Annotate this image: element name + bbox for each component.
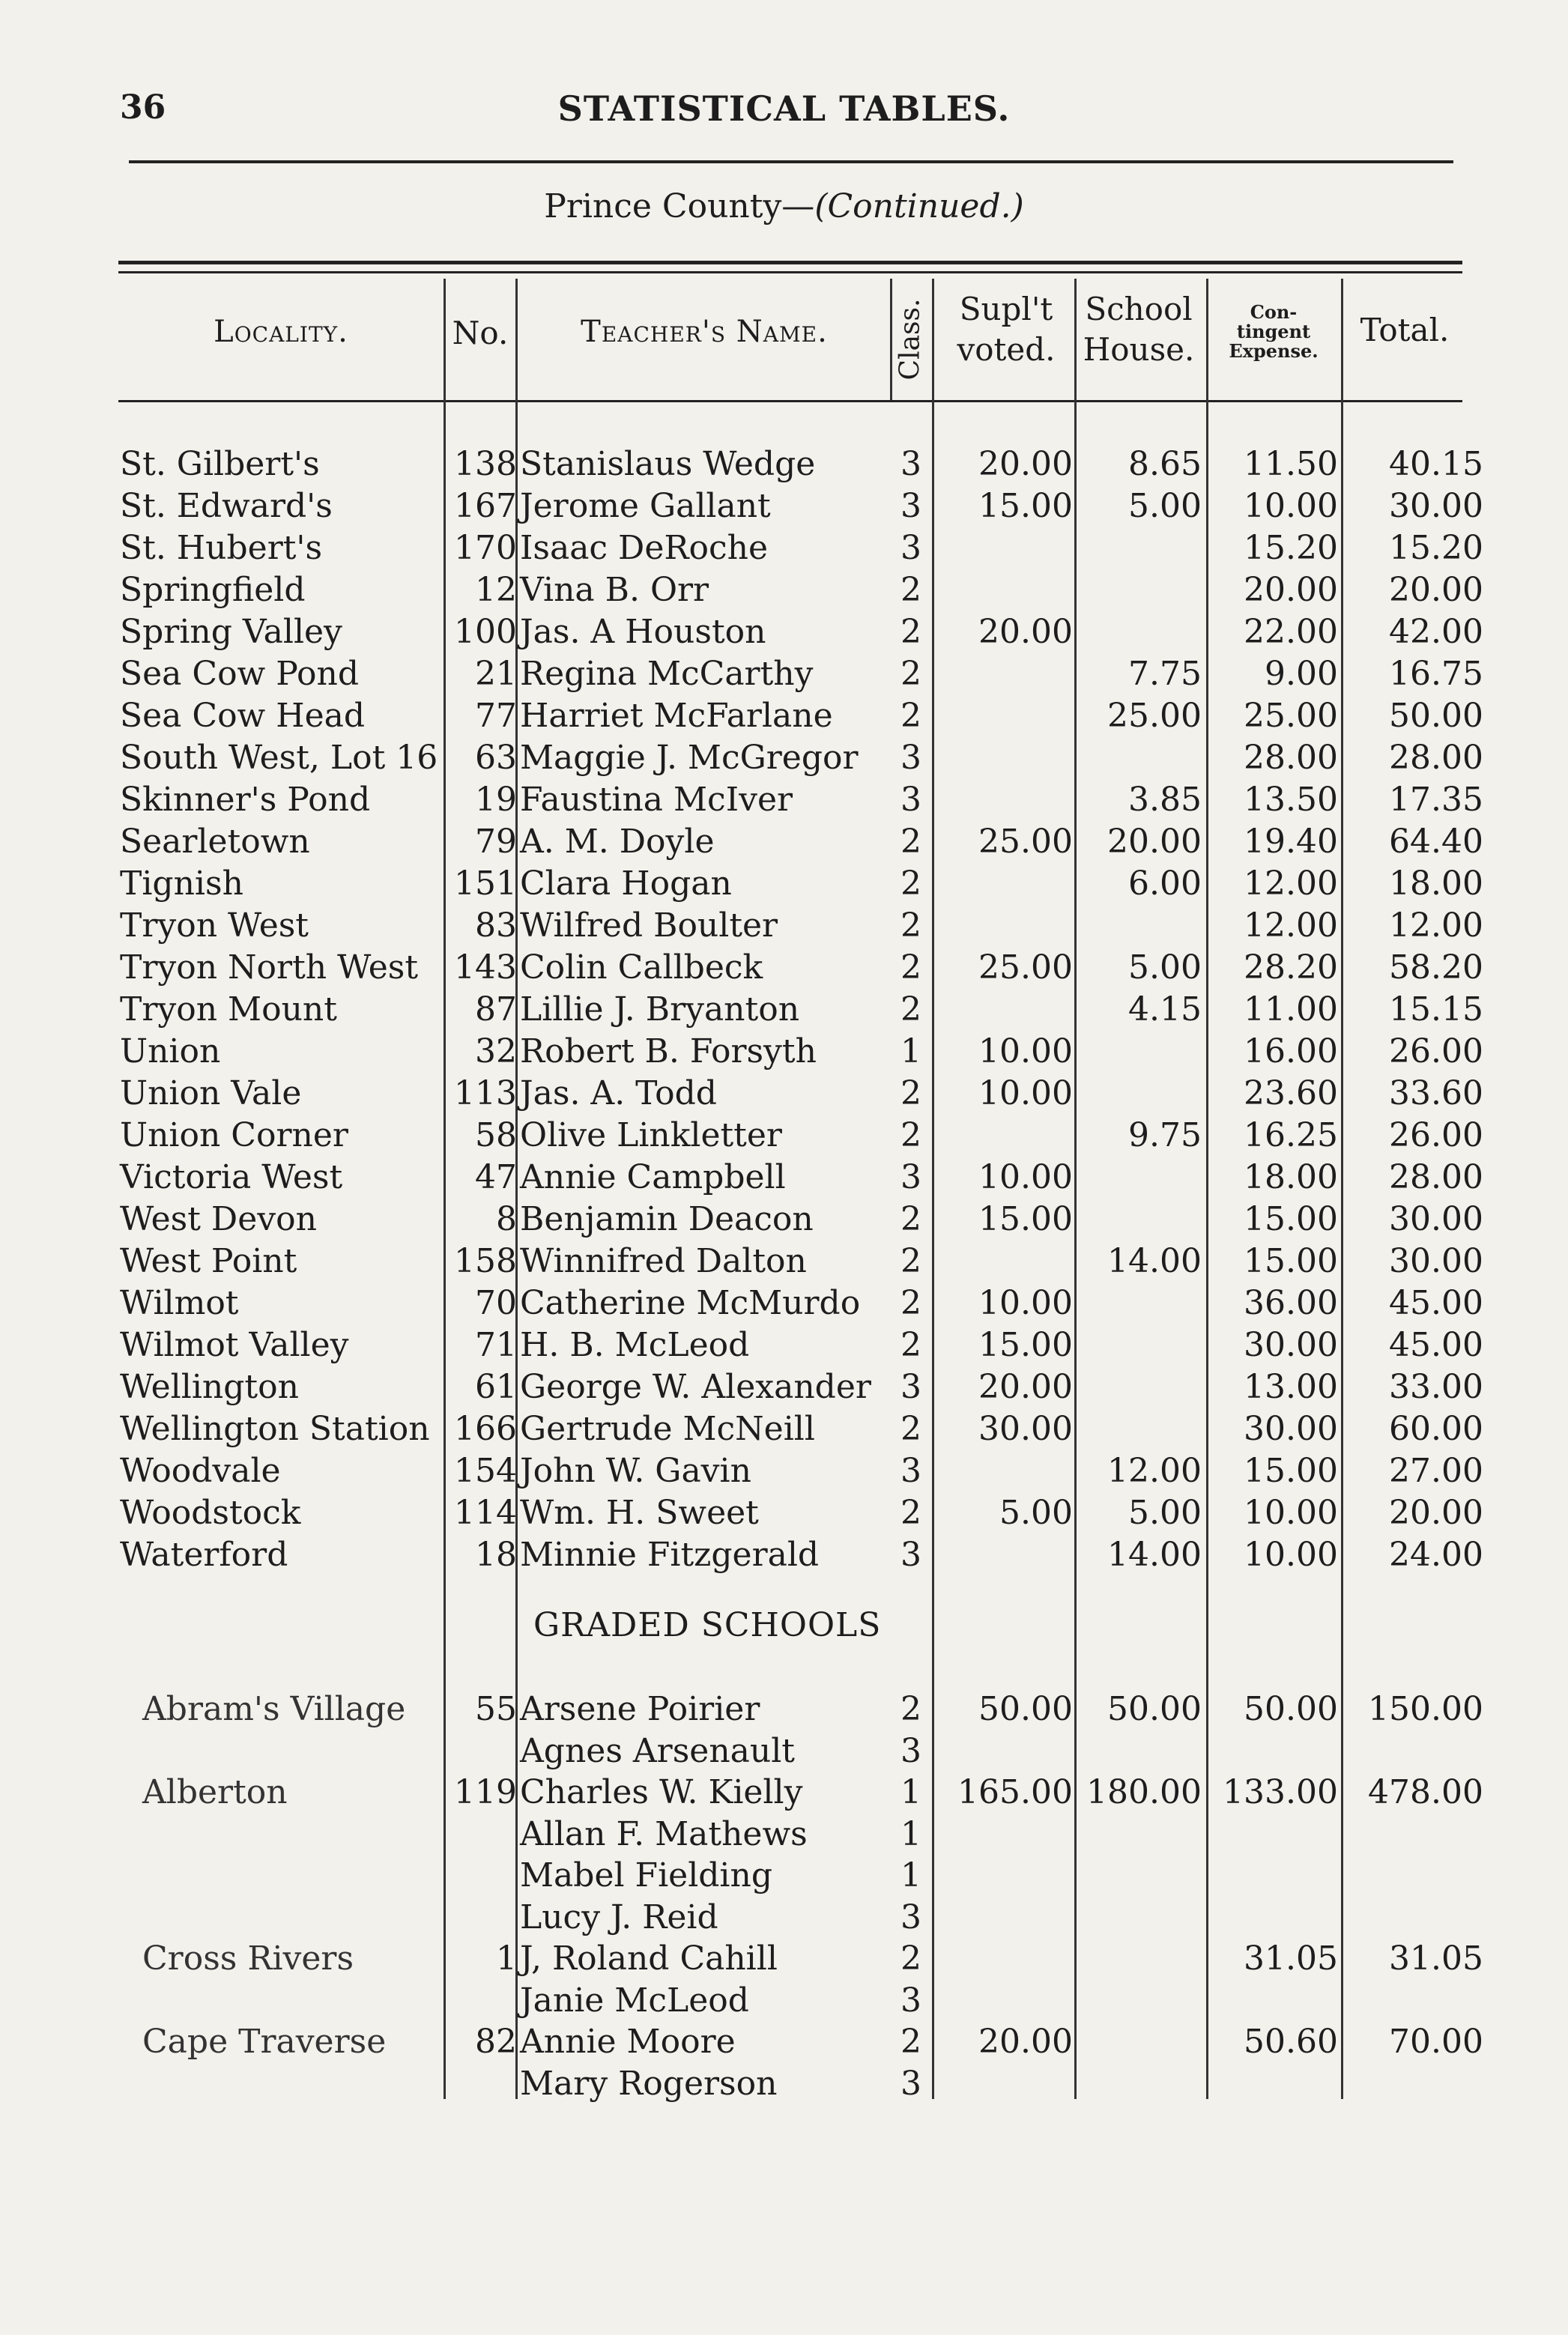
cell-teacher: Minnie Fitzgerald	[520, 1536, 820, 1574]
cell-total: 30.00	[1389, 1242, 1483, 1280]
col-header-teacher: Teacher's Name.	[581, 315, 828, 349]
cell-locality: Sea Cow Head	[120, 697, 366, 735]
cell-locality: West Devon	[120, 1200, 317, 1238]
cell-no: 167	[454, 487, 517, 525]
cell-supl: 50.00	[978, 1690, 1073, 1728]
table-row	[0, 1157, 1568, 1199]
table-row	[0, 1199, 1568, 1241]
cell-no: 158	[454, 1242, 517, 1280]
cell-house: 4.15	[1128, 990, 1202, 1029]
header-rule-thick	[118, 261, 1462, 264]
cell-class: 3	[900, 739, 921, 777]
col-header-cont-line1: Con-	[1250, 301, 1298, 323]
cell-class: 3	[900, 1898, 921, 1936]
col-header-class	[892, 279, 929, 400]
table-row	[0, 905, 1568, 947]
cell-no: 119	[454, 1773, 517, 1811]
cell-locality: West Point	[120, 1242, 297, 1280]
cell-cont: 20.00	[1244, 571, 1338, 609]
cell-locality: Cross Rivers	[142, 1939, 354, 1978]
graded-schools-heading: GRADED SCHOOLS	[533, 1606, 882, 1644]
cell-no: 18	[475, 1536, 517, 1574]
cell-total: 64.40	[1389, 823, 1483, 861]
col-header-supl-line1: Supl't	[959, 291, 1053, 327]
cell-no: 166	[454, 1410, 517, 1448]
table-row	[0, 1031, 1568, 1073]
page-number: 36	[120, 88, 166, 127]
cell-cont: 15.00	[1244, 1242, 1338, 1280]
cell-teacher: Regina McCarthy	[520, 655, 814, 693]
cell-teacher: Catherine McMurdo	[520, 1284, 861, 1322]
cell-house: 7.75	[1128, 655, 1202, 693]
cell-teacher: Mary Rogerson	[520, 2064, 778, 2103]
cell-class: 1	[900, 1773, 921, 1811]
cell-class: 3	[900, 529, 921, 567]
cell-teacher: Arsene Poirier	[520, 1690, 760, 1728]
cell-supl: 165.00	[957, 1773, 1073, 1811]
cell-cont: 15.20	[1244, 529, 1338, 567]
cell-locality: Union Vale	[120, 1074, 302, 1112]
cell-class: 2	[900, 906, 921, 945]
cell-house: 5.00	[1128, 1494, 1202, 1532]
cell-class: 2	[900, 948, 921, 987]
cell-class: 2	[900, 655, 921, 693]
cell-teacher: Clara Hogan	[520, 864, 732, 903]
cell-locality: Tryon North West	[120, 948, 419, 987]
cell-locality: St. Edward's	[120, 487, 333, 525]
cell-supl: 25.00	[978, 948, 1073, 987]
table-row	[0, 1450, 1568, 1492]
table-row	[0, 1324, 1568, 1366]
cell-total: 33.60	[1389, 1074, 1483, 1112]
cell-teacher: Gertrude McNeill	[520, 1410, 815, 1448]
table-row	[0, 443, 1568, 485]
col-header-supl	[938, 289, 1074, 370]
cell-locality: Tignish	[120, 864, 243, 903]
cell-no: 61	[475, 1368, 517, 1406]
cell-cont: 10.00	[1244, 1536, 1338, 1574]
cell-locality: Alberton	[142, 1773, 288, 1811]
cell-supl: 5.00	[999, 1494, 1073, 1532]
cell-cont: 10.00	[1244, 487, 1338, 525]
cell-locality: Abram's Village	[142, 1690, 406, 1728]
table-row	[0, 737, 1568, 779]
cell-total: 15.15	[1389, 990, 1483, 1029]
column-header-rule	[118, 400, 1462, 402]
cell-no: 170	[454, 529, 517, 567]
cell-teacher: John W. Gavin	[520, 1452, 751, 1490]
cell-class: 2	[900, 1284, 921, 1322]
table-row	[0, 1772, 1568, 1814]
table-row	[0, 1534, 1568, 1576]
col-header-cont-line3: Expense.	[1229, 340, 1319, 362]
table-row	[0, 1241, 1568, 1282]
cell-house: 8.65	[1128, 445, 1202, 483]
cell-teacher: Agnes Arsenault	[520, 1731, 795, 1770]
cell-total: 16.75	[1389, 655, 1483, 693]
table-row	[0, 653, 1568, 695]
cell-teacher: Colin Callbeck	[520, 948, 763, 987]
cell-total: 58.20	[1389, 948, 1483, 987]
cell-supl: 10.00	[978, 1158, 1073, 1196]
table-row	[0, 1115, 1568, 1157]
cell-total: 45.00	[1389, 1326, 1483, 1364]
cell-no: 79	[475, 823, 517, 861]
table-row	[0, 1366, 1568, 1408]
cell-teacher: Janie McLeod	[520, 1981, 749, 2020]
cell-teacher: Vina B. Orr	[520, 571, 709, 609]
cell-locality: Woodvale	[120, 1452, 281, 1490]
cell-locality: Wellington	[120, 1368, 299, 1406]
cell-class: 2	[900, 864, 921, 903]
cell-class: 3	[900, 1981, 921, 2020]
cell-no: 83	[475, 906, 517, 945]
cell-total: 60.00	[1389, 1410, 1483, 1448]
cell-total: 478.00	[1368, 1773, 1483, 1811]
cell-no: 87	[475, 990, 517, 1029]
cell-cont: 11.00	[1244, 990, 1338, 1029]
cell-house: 6.00	[1128, 864, 1202, 903]
cell-total: 70.00	[1389, 2023, 1483, 2061]
col-header-supl-line2: voted.	[957, 331, 1056, 368]
cell-teacher: Allan F. Mathews	[520, 1814, 808, 1853]
cell-supl: 10.00	[978, 1284, 1073, 1322]
cell-class: 3	[900, 1452, 921, 1490]
cell-class: 3	[900, 487, 921, 525]
cell-cont: 16.25	[1244, 1116, 1338, 1154]
cell-no: 143	[454, 948, 517, 987]
cell-locality: Wellington Station	[120, 1410, 430, 1448]
cell-class: 2	[900, 1494, 921, 1532]
cell-teacher: A. M. Doyle	[520, 823, 715, 861]
table-row	[0, 863, 1568, 905]
cell-total: 31.05	[1389, 1939, 1483, 1978]
cell-class: 3	[900, 781, 921, 819]
cell-locality: Sea Cow Pond	[120, 655, 360, 693]
cell-class: 2	[900, 1242, 921, 1280]
col-header-house	[1073, 289, 1205, 370]
cell-teacher: H. B. McLeod	[520, 1326, 750, 1364]
table-row	[0, 821, 1568, 863]
cell-locality: Searletown	[120, 823, 310, 861]
cell-total: 40.15	[1389, 445, 1483, 483]
cell-total: 28.00	[1389, 1158, 1483, 1196]
col-header-total: Total.	[1360, 312, 1450, 348]
cell-class: 2	[900, 1116, 921, 1154]
table-row	[0, 527, 1568, 569]
cell-cont: 133.00	[1223, 1773, 1338, 1811]
table-row	[0, 1408, 1568, 1450]
cell-cont: 10.00	[1244, 1494, 1338, 1532]
cell-cont: 9.00	[1265, 655, 1338, 693]
cell-no: 70	[475, 1284, 517, 1322]
cell-house: 20.00	[1107, 823, 1202, 861]
cell-teacher: Benjamin Deacon	[520, 1200, 814, 1238]
county-name: Prince County—	[544, 187, 815, 225]
cell-cont: 18.00	[1244, 1158, 1338, 1196]
cell-cont: 30.00	[1244, 1326, 1338, 1364]
cell-total: 15.20	[1389, 529, 1483, 567]
cell-house: 180.00	[1086, 1773, 1202, 1811]
cell-teacher: George W. Alexander	[520, 1368, 871, 1406]
header-rule-thin	[118, 271, 1462, 273]
cell-class: 2	[900, 1410, 921, 1448]
cell-teacher: Wm. H. Sweet	[520, 1494, 759, 1532]
cell-cont: 13.00	[1244, 1368, 1338, 1406]
table-row	[0, 1730, 1568, 1772]
cell-class: 3	[900, 1731, 921, 1770]
cell-locality: South West, Lot 16	[120, 739, 438, 777]
table-row	[0, 2063, 1568, 2105]
cell-class: 2	[900, 571, 921, 609]
cell-cont: 13.50	[1244, 781, 1338, 819]
cell-supl: 20.00	[978, 445, 1073, 483]
cell-class: 1	[900, 1814, 921, 1853]
cell-supl: 15.00	[978, 1326, 1073, 1364]
cell-no: 32	[475, 1032, 517, 1070]
cell-house: 5.00	[1128, 487, 1202, 525]
cell-total: 18.00	[1389, 864, 1483, 903]
cell-total: 26.00	[1389, 1116, 1483, 1154]
cell-teacher: Charles W. Kielly	[520, 1773, 803, 1811]
cell-cont: 28.00	[1244, 739, 1338, 777]
cell-class: 1	[900, 1856, 921, 1895]
cell-house: 25.00	[1107, 697, 1202, 735]
col-header-house-line2: House.	[1083, 331, 1195, 368]
table-row	[0, 1897, 1568, 1939]
cell-total: 150.00	[1368, 1690, 1483, 1728]
cell-locality: St. Hubert's	[120, 529, 323, 567]
rule-before-class-head	[890, 279, 892, 400]
cell-total: 30.00	[1389, 487, 1483, 525]
cell-no: 154	[454, 1452, 517, 1490]
cell-class: 2	[900, 613, 921, 651]
cell-class: 3	[900, 1536, 921, 1574]
cell-supl: 10.00	[978, 1074, 1073, 1112]
cell-supl: 15.00	[978, 487, 1073, 525]
cell-teacher: Wilfred Boulter	[520, 906, 778, 945]
cell-no: 21	[475, 655, 517, 693]
cell-no: 114	[454, 1494, 517, 1532]
cell-no: 58	[475, 1116, 517, 1154]
cell-class: 2	[900, 1074, 921, 1112]
col-header-no: No.	[452, 315, 509, 351]
cell-no: 100	[454, 613, 517, 651]
table-row	[0, 1980, 1568, 2022]
cell-teacher: Jerome Gallant	[520, 487, 771, 525]
cell-locality: St. Gilbert's	[120, 445, 320, 483]
cell-cont: 25.00	[1244, 697, 1338, 735]
cell-class: 2	[900, 1939, 921, 1978]
cell-supl: 20.00	[978, 613, 1073, 651]
cell-locality: Waterford	[120, 1536, 288, 1574]
col-header-class-label: Class.	[895, 298, 926, 381]
cell-total: 45.00	[1389, 1284, 1483, 1322]
table-row	[0, 779, 1568, 821]
cell-locality: Union	[120, 1032, 221, 1070]
cell-no: 138	[454, 445, 517, 483]
cell-cont: 22.00	[1244, 613, 1338, 651]
cell-cont: 11.50	[1244, 445, 1338, 483]
cell-supl: 25.00	[978, 823, 1073, 861]
cell-cont: 12.00	[1244, 864, 1338, 903]
cell-class: 3	[900, 2064, 921, 2103]
table-row	[0, 1492, 1568, 1534]
table-row	[0, 1938, 1568, 1980]
cell-class: 2	[900, 823, 921, 861]
cell-locality: Spring Valley	[120, 613, 342, 651]
cell-no: 1	[496, 1939, 517, 1978]
cell-class: 1	[900, 1032, 921, 1070]
cell-house: 3.85	[1128, 781, 1202, 819]
table-row	[0, 1689, 1568, 1730]
cell-supl: 30.00	[978, 1410, 1073, 1448]
cell-supl: 15.00	[978, 1200, 1073, 1238]
cell-no: 19	[475, 781, 517, 819]
cell-cont: 31.05	[1244, 1939, 1338, 1978]
cell-total: 20.00	[1389, 571, 1483, 609]
cell-class: 2	[900, 1326, 921, 1364]
cell-locality: Cape Traverse	[142, 2023, 387, 2061]
cell-teacher: Winnifred Dalton	[520, 1242, 807, 1280]
table-row	[0, 695, 1568, 737]
table-row	[0, 1073, 1568, 1115]
table-row	[0, 1814, 1568, 1856]
cell-total: 42.00	[1389, 613, 1483, 651]
cell-house: 5.00	[1128, 948, 1202, 987]
cell-cont: 28.20	[1244, 948, 1338, 987]
cell-total: 24.00	[1389, 1536, 1483, 1574]
cell-house: 50.00	[1107, 1690, 1202, 1728]
cell-class: 2	[900, 1200, 921, 1238]
cell-teacher: Jas. A. Todd	[520, 1074, 717, 1112]
county-subtitle	[0, 187, 1568, 225]
table-row	[0, 989, 1568, 1031]
cell-teacher: Jas. A Houston	[520, 613, 766, 651]
cell-teacher: Lillie J. Bryanton	[520, 990, 800, 1029]
table-row	[0, 1282, 1568, 1324]
cell-teacher: Annie Campbell	[520, 1158, 786, 1196]
cell-class: 3	[900, 445, 921, 483]
col-header-locality: Locality.	[214, 315, 348, 349]
cell-total: 17.35	[1389, 781, 1483, 819]
cell-cont: 23.60	[1244, 1074, 1338, 1112]
cell-no: 113	[454, 1074, 517, 1112]
cell-teacher: Annie Moore	[520, 2023, 736, 2061]
cell-no: 12	[475, 571, 517, 609]
cell-teacher: Stanislaus Wedge	[520, 445, 816, 483]
cell-cont: 12.00	[1244, 906, 1338, 945]
cell-supl: 20.00	[978, 2023, 1073, 2061]
cell-cont: 36.00	[1244, 1284, 1338, 1322]
cell-locality: Skinner's Pond	[120, 781, 371, 819]
cell-cont: 15.00	[1244, 1452, 1338, 1490]
cell-cont: 19.40	[1244, 823, 1338, 861]
cell-no: 63	[475, 739, 517, 777]
cell-class: 3	[900, 1158, 921, 1196]
cell-cont: 30.00	[1244, 1410, 1338, 1448]
cell-house: 14.00	[1107, 1536, 1202, 1574]
cell-class: 2	[900, 990, 921, 1029]
cell-teacher: J, Roland Cahill	[520, 1939, 778, 1978]
col-header-house-line1: School	[1085, 291, 1193, 327]
cell-cont: 50.00	[1244, 1690, 1338, 1728]
table-row	[0, 1855, 1568, 1897]
cell-locality: Union Corner	[120, 1116, 348, 1154]
cell-cont: 16.00	[1244, 1032, 1338, 1070]
cell-no: 55	[475, 1690, 517, 1728]
cell-cont: 50.60	[1244, 2023, 1338, 2061]
table-row	[0, 569, 1568, 611]
cell-house: 12.00	[1107, 1452, 1202, 1490]
continued-note: (Continued.)	[814, 187, 1024, 225]
cell-class: 2	[900, 1690, 921, 1728]
cell-locality: Tryon Mount	[120, 990, 337, 1029]
cell-teacher: Robert B. Forsyth	[520, 1032, 817, 1070]
cell-class: 3	[900, 1368, 921, 1406]
top-rule	[129, 160, 1453, 163]
cell-teacher: Faustina McIver	[520, 781, 793, 819]
cell-locality: Tryon West	[120, 906, 309, 945]
cell-total: 20.00	[1389, 1494, 1483, 1532]
cell-no: 71	[475, 1326, 517, 1364]
cell-cont: 15.00	[1244, 1200, 1338, 1238]
cell-house: 14.00	[1107, 1242, 1202, 1280]
cell-total: 12.00	[1389, 906, 1483, 945]
cell-total: 26.00	[1389, 1032, 1483, 1070]
cell-total: 50.00	[1389, 697, 1483, 735]
cell-class: 2	[900, 697, 921, 735]
cell-no: 151	[454, 864, 517, 903]
table-row	[0, 611, 1568, 653]
cell-locality: Springfield	[120, 571, 306, 609]
cell-locality: Wilmot	[120, 1284, 239, 1322]
col-header-contingent	[1208, 303, 1340, 361]
table-row	[0, 947, 1568, 989]
cell-locality: Victoria West	[120, 1158, 343, 1196]
cell-locality: Wilmot Valley	[120, 1326, 349, 1364]
cell-teacher: Harriet McFarlane	[520, 697, 833, 735]
cell-no: 77	[475, 697, 517, 735]
cell-teacher: Olive Linkletter	[520, 1116, 782, 1154]
cell-total: 30.00	[1389, 1200, 1483, 1238]
table-row	[0, 485, 1568, 527]
cell-no: 47	[475, 1158, 517, 1196]
cell-class: 2	[900, 2023, 921, 2061]
cell-total: 33.00	[1389, 1368, 1483, 1406]
running-title: STATISTICAL TABLES.	[557, 88, 1011, 129]
cell-total: 27.00	[1389, 1452, 1483, 1490]
table-row	[0, 2021, 1568, 2063]
cell-no: 82	[475, 2023, 517, 2061]
cell-teacher: Maggie J. McGregor	[520, 739, 859, 777]
cell-house: 9.75	[1128, 1116, 1202, 1154]
cell-no: 8	[496, 1200, 517, 1238]
cell-teacher: Isaac DeRoche	[520, 529, 769, 567]
cell-teacher: Lucy J. Reid	[520, 1898, 718, 1936]
cell-teacher: Mabel Fielding	[520, 1856, 773, 1895]
col-header-cont-line2: tingent	[1236, 321, 1311, 342]
cell-total: 28.00	[1389, 739, 1483, 777]
cell-locality: Woodstock	[120, 1494, 301, 1532]
cell-supl: 20.00	[978, 1368, 1073, 1406]
cell-supl: 10.00	[978, 1032, 1073, 1070]
